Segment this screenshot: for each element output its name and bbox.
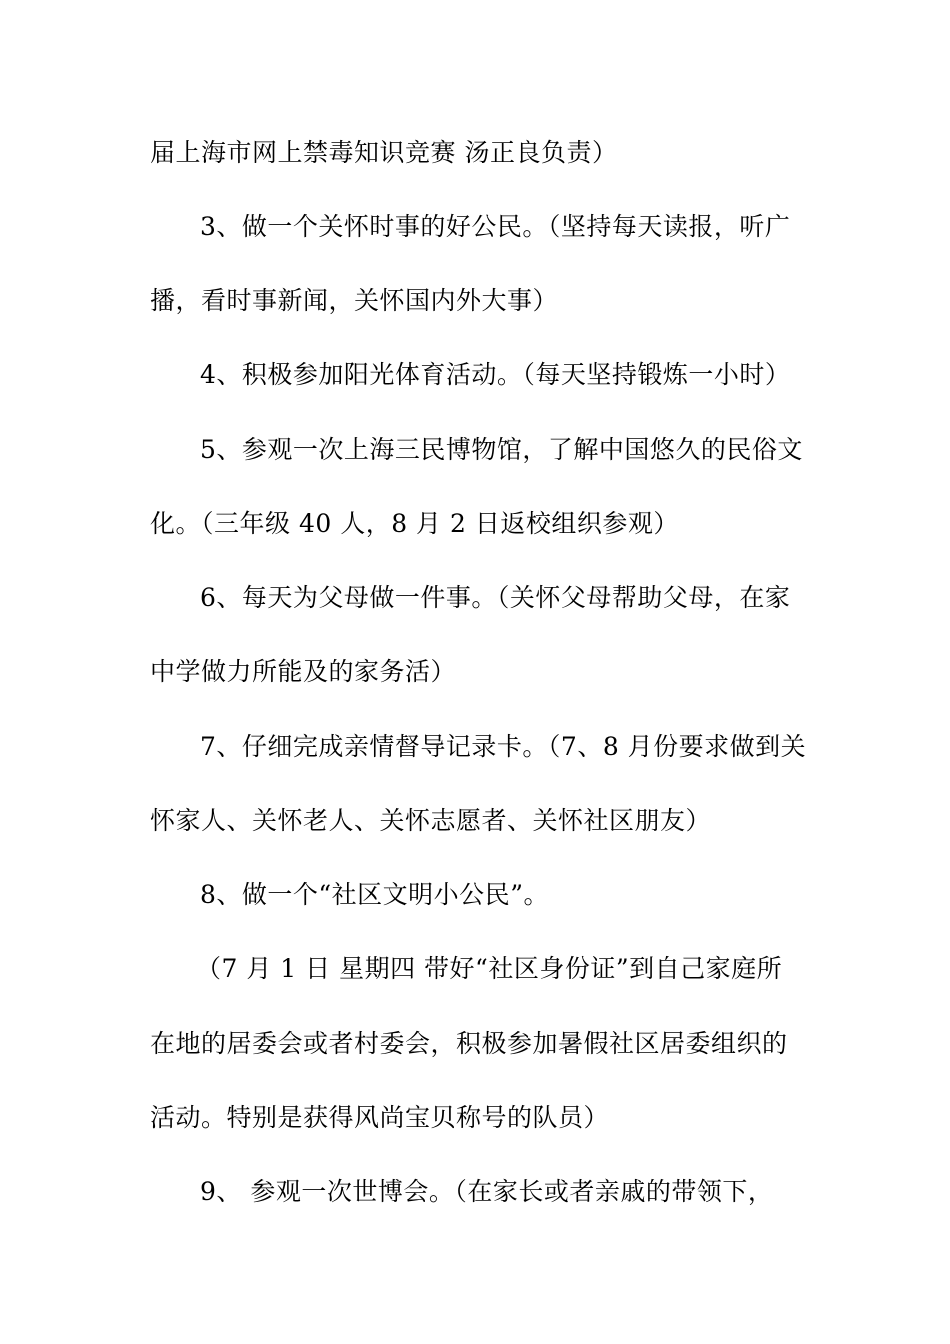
item-3-line-2: 播，看时事新闻，关怀国内外大事） bbox=[150, 286, 559, 315]
item-7-line-2: 怀家人、关怀老人、关怀志愿者、关怀社区朋友） bbox=[150, 806, 712, 835]
text-line-1: 届上海市网上禁毒知识竞赛 汤正良负责） bbox=[150, 138, 618, 167]
item-8-detail-line-3: 活动。特别是获得风尚宝贝称号的队员） bbox=[150, 1103, 610, 1132]
item-4-line-1: 4、积极参加阳光体育活动。（每天坚持锻炼一小时） bbox=[200, 360, 791, 389]
item-5-line-2: 化。（三年级 40 人，8 月 2 日返校组织参观） bbox=[150, 509, 679, 538]
item-6-line-1: 6、每天为父母做一件事。（关怀父母帮助父母，在家 bbox=[200, 583, 791, 612]
item-8-detail-line-1: （7 月 1 日 星期四 带好“社区身份证”到自己家庭所 bbox=[196, 954, 783, 983]
item-5-line-1: 5、参观一次上海三民博物馆，了解中国悠久的民俗文 bbox=[200, 435, 803, 464]
item-8-line-1: 8、做一个“社区文明小公民”。 bbox=[200, 880, 549, 909]
item-7-line-1: 7、仔细完成亲情督导记录卡。（7、8 月份要求做到关 bbox=[200, 732, 807, 761]
item-3-line-1: 3、做一个关怀时事的好公民。（坚持每天读报，听广 bbox=[200, 212, 791, 241]
item-9-line-1: 9、 参观一次世博会。（在家长或者亲戚的带领下， bbox=[200, 1177, 774, 1206]
item-8-detail-line-2: 在地的居委会或者村委会，积极参加暑假社区居委组织的 bbox=[150, 1029, 788, 1058]
item-6-line-2: 中学做力所能及的家务活） bbox=[150, 657, 457, 686]
